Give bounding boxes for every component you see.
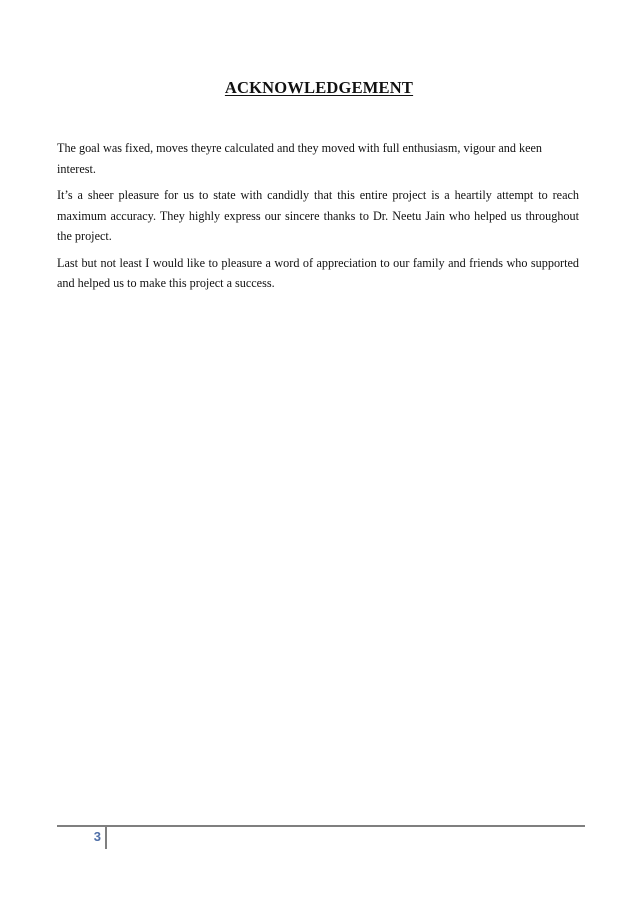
page-title: ACKNOWLEDGEMENT bbox=[224, 78, 414, 97]
acknowledgement-body bbox=[57, 138, 579, 300]
paragraph-appreciation: Last but not least I would like to pleasure a word of appreciation to our family and friends who supported and helped us to make this project a success. bbox=[57, 255, 579, 290]
paragraph-thanks: It’s a sheer pleasure for us to state with candidly that this entire project is a heartily attempt to reach maximum accuracy. They highly express our sincere thanks to Dr. Neetu Jain who helped us throughout the project. bbox=[57, 188, 579, 243]
paragraph-goal: The goal was fixed, moves theyre calculated and they moved with full enthusiasm, vigour and keen interest. bbox=[57, 141, 542, 176]
footer-vertical-rule bbox=[105, 825, 107, 849]
footer-horizontal-rule bbox=[57, 825, 585, 827]
page-number: 3 bbox=[93, 829, 101, 844]
